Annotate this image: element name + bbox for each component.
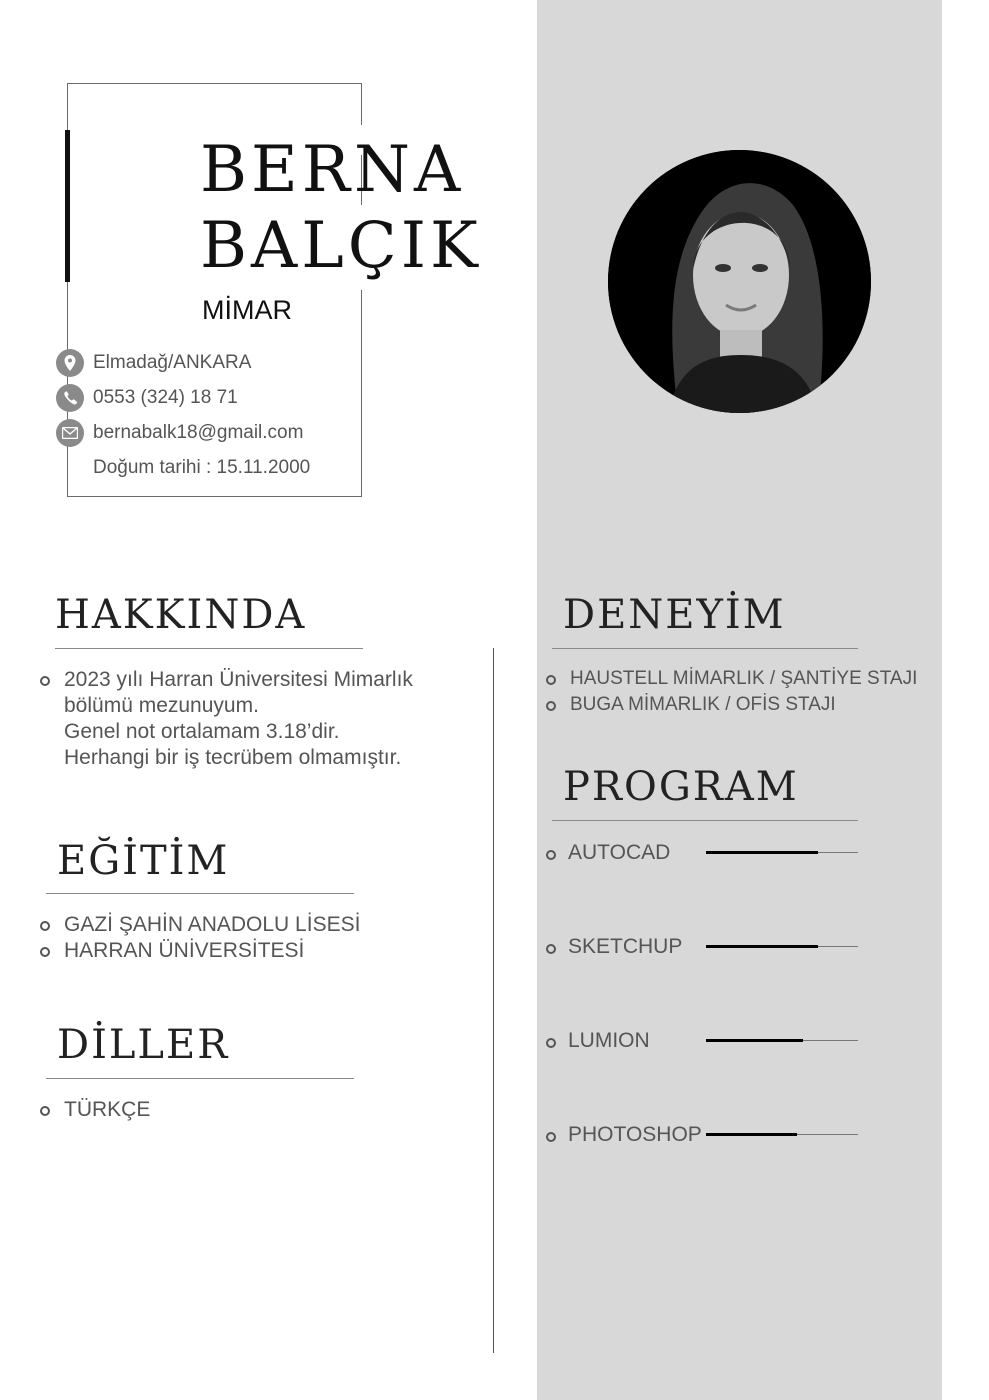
contact-phone: [56, 380, 310, 415]
skill-row: [546, 1026, 861, 1056]
contact-list: [56, 345, 310, 485]
list-item: HAUSTELL MİMARLIK / ŞANTİYE STAJI: [546, 666, 946, 692]
bullet-icon: [546, 850, 556, 860]
contact-location: [56, 345, 310, 380]
email-text[interactable]: bernabalk18@gmail.com: [93, 421, 304, 443]
list-item: TÜRKÇE: [40, 1097, 150, 1123]
location-text: Elmadağ/ANKARA: [93, 351, 252, 373]
skill-bar-fill: [706, 1039, 803, 1042]
languages-rule: [46, 1078, 354, 1079]
about-line: Herhangi bir iş tecrübem olmamıştır.: [64, 746, 402, 769]
education-list: [40, 912, 360, 964]
bullet-icon: [40, 676, 50, 686]
experience-list: [546, 666, 946, 718]
list-item: HARRAN ÜNİVERSİTESİ: [40, 938, 360, 964]
skill-row: [546, 932, 861, 962]
skill-bar: [706, 1134, 858, 1135]
skill-bar: [706, 1040, 858, 1041]
contact-email: [56, 415, 310, 450]
location-pin-icon: [56, 349, 84, 377]
skill-bar-fill: [706, 945, 818, 948]
list-item: BUGA MİMARLIK / OFİS STAJI: [546, 692, 946, 718]
skill-name: AUTOCAD: [568, 841, 671, 864]
contact-birth: [56, 450, 310, 485]
about-line: 2023 yılı Harran Üniversitesi Mimarlık: [64, 668, 413, 691]
experience-rule: [552, 648, 858, 649]
birth-text: Doğum tarihi : 15.11.2000: [93, 456, 311, 478]
bullet-icon: [546, 1132, 556, 1142]
education-heading: EĞİTİM: [57, 838, 230, 884]
languages-heading: DİLLER: [57, 1022, 230, 1068]
about-rule: [55, 648, 363, 649]
about-line: bölümü mezunuyum.: [64, 694, 259, 717]
about-line: Genel not ortalamam 3.18’dir.: [64, 720, 340, 743]
profile-photo: [608, 150, 871, 413]
program-heading: PROGRAM: [563, 764, 799, 810]
envelope-icon: [56, 419, 84, 447]
phone-text[interactable]: 0553 (324) 18 71: [93, 386, 238, 408]
experience-heading: DENEYİM: [563, 592, 786, 638]
phone-icon: [56, 384, 84, 412]
languages-list: [40, 1097, 150, 1123]
skill-row: [546, 1120, 861, 1150]
skill-name: SKETCHUP: [568, 935, 683, 958]
accent-bar: [65, 130, 70, 282]
education-rule: [46, 893, 354, 894]
program-rule: [552, 820, 858, 821]
bullet-icon: [546, 944, 556, 954]
about-heading: HAKKINDA: [55, 592, 307, 638]
about-text: [40, 667, 460, 771]
skill-name: LUMION: [568, 1029, 650, 1052]
skill-bar: [706, 852, 858, 853]
bullet-icon: [546, 1038, 556, 1048]
skill-bar-fill: [706, 1133, 797, 1136]
divider: [493, 648, 494, 1353]
skill-bar: [706, 946, 858, 947]
first-name: BERNA: [200, 133, 465, 207]
skill-name: PHOTOSHOP: [568, 1123, 702, 1146]
skill-row: [546, 838, 861, 868]
job-title: MİMAR: [202, 295, 292, 325]
skill-bar-fill: [706, 851, 818, 854]
list-item: GAZİ ŞAHİN ANADOLU LİSESİ: [40, 912, 360, 938]
last-name: BALÇIK: [200, 209, 482, 283]
full-name: [200, 132, 482, 284]
